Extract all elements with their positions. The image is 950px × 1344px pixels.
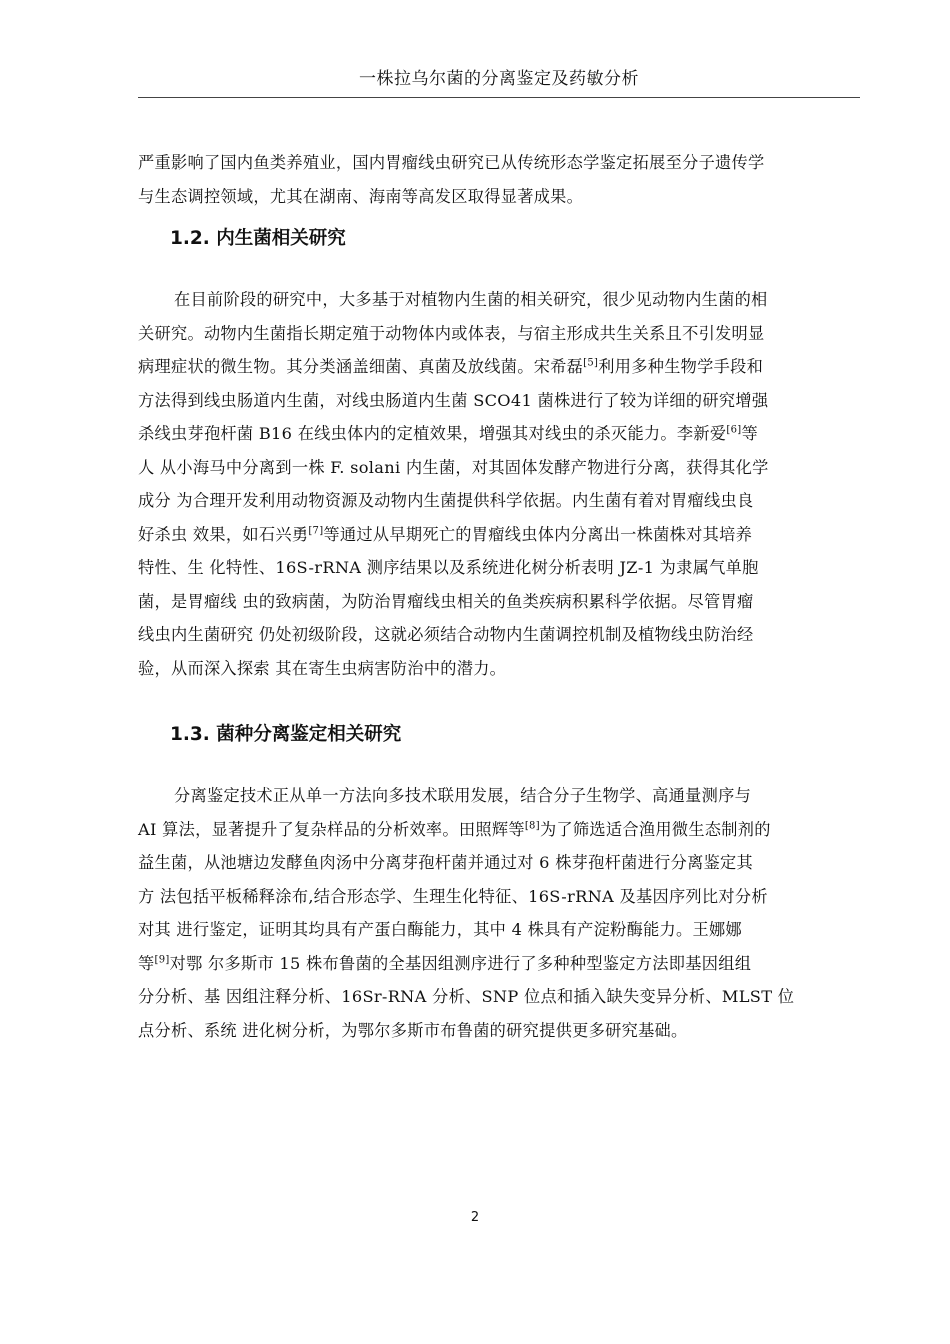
citation-ref: [9] (154, 954, 170, 966)
intro-paragraph (138, 146, 860, 213)
text-line: 分离鉴定技术正从单一方法向多技术联用发展，结合分子生物学、高通量测序与 (174, 786, 752, 805)
running-header (138, 66, 860, 98)
text-line (138, 813, 860, 847)
text-line: 严重影响了国内鱼类养殖业，国内胃瘤线虫研究已从传统形态学鉴定拓展至分子遗传学 (138, 153, 765, 172)
citation-ref: [6] (726, 424, 742, 436)
text-segment: 杀线虫芽孢杆菌 B16 在线虫体内的定植效果，增强其对线虫的杀灭能力。李新爱 (138, 424, 727, 443)
page-number: 2 (470, 1210, 480, 1225)
text-segment: 为了筛选适合渔用微生态制剂的 (539, 819, 771, 839)
text-segment: 利用多种生物学手段和 (598, 357, 764, 376)
text-line: 益生菌，从池塘边发酵鱼肉汤中分离芽孢杆菌并通过对 6 株芽孢杆菌进行分离鉴定其 (138, 853, 754, 872)
text-line: 验，从而深入探索 其在寄生虫病害防治中的潜力。 (138, 658, 507, 678)
text-segment: 对鄂 尔多斯市 15 株布鲁菌的全基因组测序进行了多种种型鉴定方法即基因组组 (169, 953, 752, 973)
section-heading-1-2: 1.2. 内生菌相关研究 (170, 228, 346, 249)
text-segment: 等通过从早期死亡的胃瘤线虫体内分离出一株菌株对其培养 (323, 524, 753, 544)
text-line: 方法得到线虫肠道内生菌，对线虫肠道内生菌 SCO41 菌株进行了较为详细的研究增强 (138, 390, 769, 410)
text-line: 菌，是胃瘤线 虫的致病菌，为防治胃瘤线虫相关的鱼类疾病积累科学依据。尽管胃瘤 (138, 591, 754, 611)
text-line: 分分析、基 因组注释分析、16Sr-RNA 分析、SNP 位点和插入缺失变异分析、MLST 位 (138, 987, 795, 1006)
text-line: 特性、生 化特性、16S-rRNA 测序结果以及系统进化树分析表明 JZ-1 为隶属气单胞 (138, 558, 759, 577)
text-line: 人 从小海马中分离到一株 F. solani 内生菌，对其固体发酵产物进行分离，获得其化学 (138, 457, 769, 477)
citation-ref: [7] (308, 525, 324, 537)
text-line (138, 417, 860, 451)
text-line (138, 947, 860, 981)
text-line (138, 518, 860, 552)
text-line: 成分 为合理开发利用动物资源及动物内生菌提供科学依据。内生菌有着对胃瘤线虫良 (138, 491, 754, 510)
text-line: 对其 进行鉴定，证明其均具有产蛋白酶能力，其中 4 株具有产淀粉酶能力。王娜娜 (138, 920, 742, 939)
section-1-3-paragraph (138, 779, 860, 1047)
section-1-2-paragraph (138, 283, 860, 685)
text-line: 点分析、系统 进化树分析，为鄂尔多斯市布鲁菌的研究提供更多研究基础。 (138, 1020, 688, 1040)
text-segment: 等 (741, 424, 758, 443)
text-segment: 病理症状的微生物。其分类涵盖细菌、真菌及放线菌。宋希磊 (138, 357, 584, 376)
text-line: 与生态调控领域，尤其在湖南、海南等高发区取得显著成果。 (138, 186, 584, 206)
text-line (138, 350, 860, 384)
citation-ref: [8] (524, 820, 540, 832)
text-line: 在目前阶段的研究中，大多基于对植物内生菌的相关研究，很少见动物内生菌的相 (174, 290, 768, 309)
citation-ref: [5] (583, 357, 599, 369)
text-line: 方 法包括平板稀释涂布,结合形态学、生理生化特征、16S-rRNA 及基因序列比对分析 (138, 886, 768, 906)
running-header-title: 一株拉乌尔菌的分离鉴定及药敏分析 (359, 69, 639, 89)
section-heading-1-3: 1.3. 菌种分离鉴定相关研究 (170, 724, 402, 745)
text-segment: 等 (138, 953, 155, 973)
text-segment: 好杀虫 效果，如石兴勇 (138, 524, 309, 544)
text-line: 关研究。动物内生菌指长期定殖于动物体内或体表，与宿主形成共生关系且不引发明显 (138, 323, 765, 343)
text-segment: AI 算法，显著提升了复杂样品的分析效率。田照辉等 (138, 819, 525, 839)
text-line: 线虫内生菌研究 仍处初级阶段，这就必须结合动物内生菌调控机制及植物线虫防治经 (138, 625, 754, 644)
